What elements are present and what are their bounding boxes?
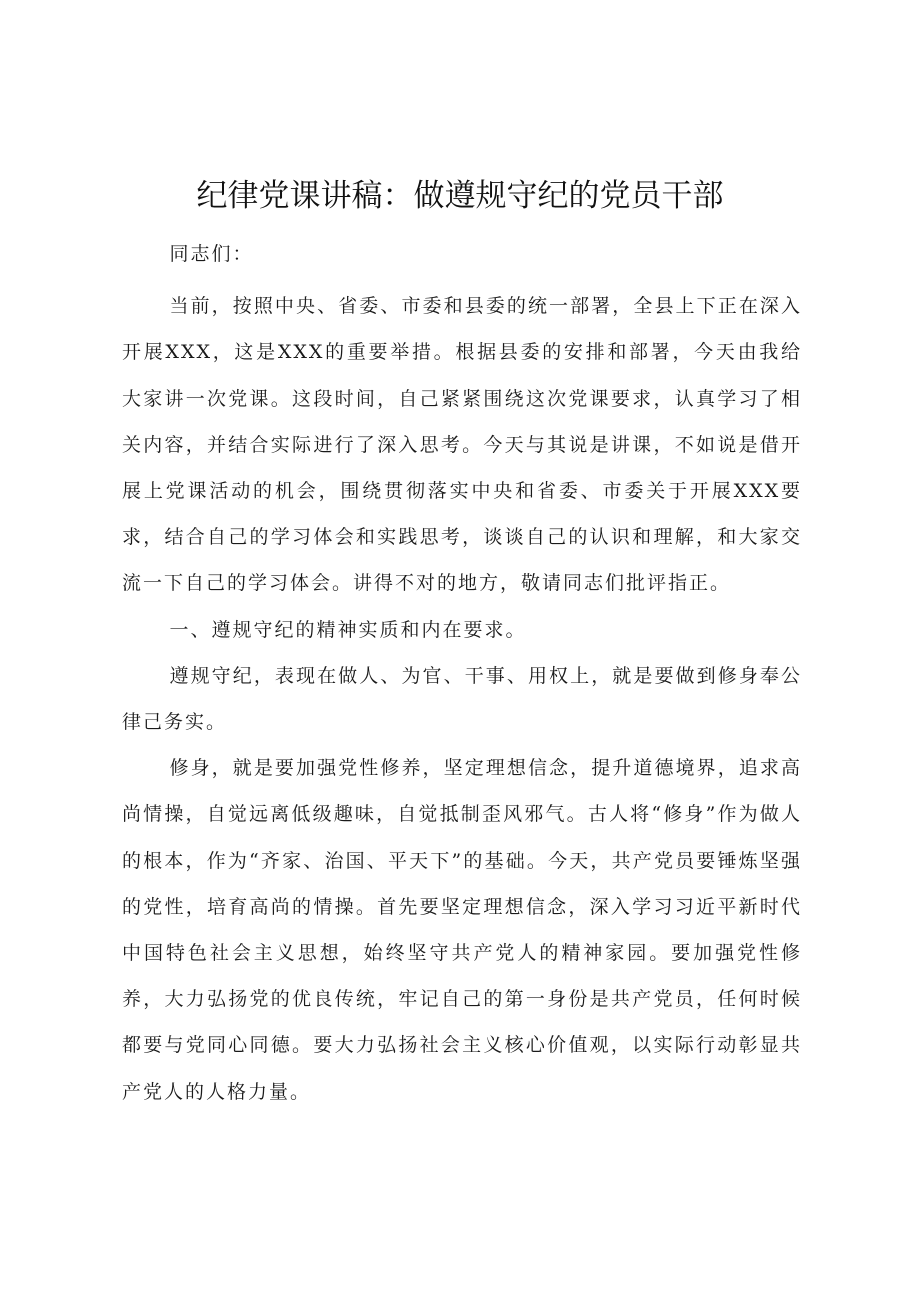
salutation: 同志们： <box>169 243 254 265</box>
section-heading-1: 一、遵规守纪的精神实质和内在要求。 <box>169 618 527 641</box>
paragraph-intro: 当前，按照中央、省委、市委和县委的统一部署，全县上下正在深入开展XXX，这是XXX的重要举措。根据县委的安排和部署，今天由我给大家讲一次党课。这段时间，自己紧紧围绕这次党课要求，认真学习了相关内容，并结合实际进行了深入思考。今天与其说是讲课，不如说是借开展上党课活动的机会，围绕贯彻落实中央和省委、市委关于开展XXX要求，结合自己的学习体会和实践思考，谈谈自己的认识和理解，和大家交流一下自己的学习体会。讲得不对的地方，敬请同志们批评指正。 <box>122 295 802 595</box>
document-body <box>122 231 802 1115</box>
paragraph-self-cultivation: 修身，就是要加强党性修养，坚定理想信念，提升道德境界，追求高尚情操，自觉远离低级趣味，自觉抵制歪风邪气。古人将“修身”作为做人的根本，作为“齐家、治国、平天下”的基础。今天，共产党员要锤炼坚强的党性，培育高尚的情操。首先要坚定理想信念，深入学习习近平新时代中国特色社会主义思想，始终坚守共产党人的精神家园。要加强党性修养，大力弘扬党的优良传统，牢记自己的第一身份是共产党员，任何时候都要与党同心同德。要大力弘扬社会主义核心价值观，以实际行动彰显共产党人的人格力量。 <box>122 757 802 1103</box>
paragraph-discipline: 遵规守纪，表现在做人、为官、干事、用权上，就是要做到修身奉公律己务实。 <box>122 664 802 734</box>
document-title: 纪律党课讲稿：做遵规守纪的党员干部 <box>196 178 724 214</box>
